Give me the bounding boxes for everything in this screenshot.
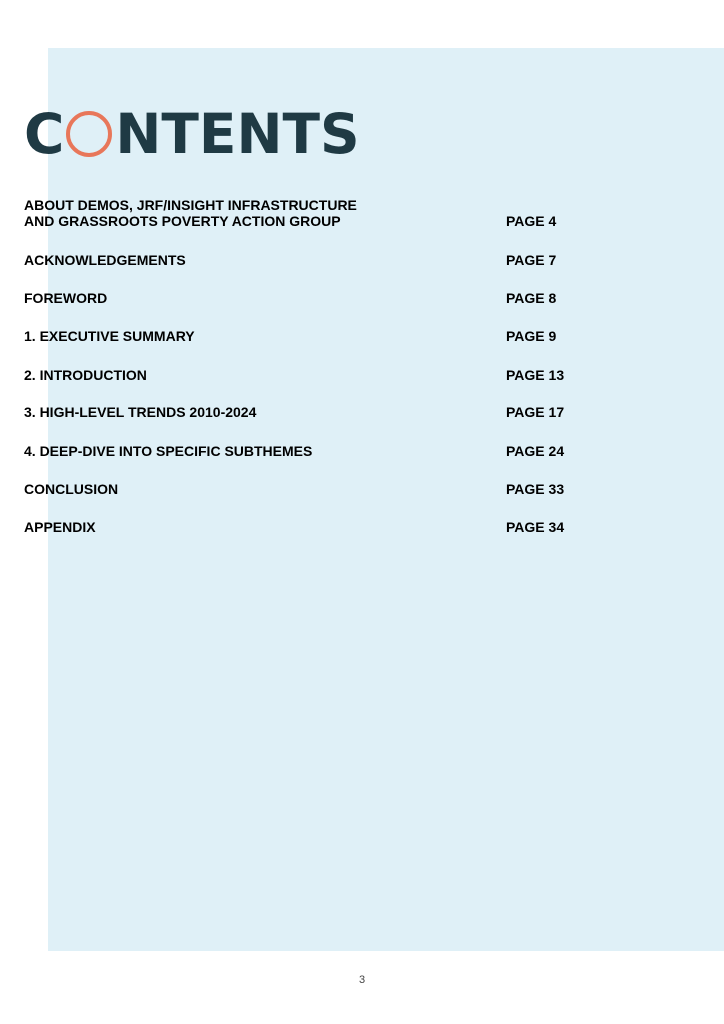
title-o-ring-icon xyxy=(66,111,112,157)
toc-entry-label: CONCLUSION xyxy=(24,481,119,497)
toc-entry-page: PAGE 9 xyxy=(506,328,557,344)
toc-entry-page: PAGE 4 xyxy=(506,213,557,229)
toc-entry-page: PAGE 24 xyxy=(506,443,565,459)
toc-entry-label: FOREWORD xyxy=(24,290,108,306)
toc-entry-page: PAGE 17 xyxy=(506,404,565,420)
toc-entry-page: PAGE 7 xyxy=(506,252,557,268)
toc-entry-label: ACKNOWLEDGEMENTS xyxy=(24,252,186,268)
toc-entry-label: APPENDIX xyxy=(24,519,96,535)
toc-entry-page: PAGE 8 xyxy=(506,290,557,306)
toc-entry-label: ABOUT DEMOS, JRF/INSIGHT INFRASTRUCTURE AND GRASSROOTS POVERTY ACTION GROUP xyxy=(24,197,357,229)
title-first-letter: C xyxy=(24,101,65,166)
toc-entry-page: PAGE 33 xyxy=(506,481,565,497)
toc-entry-label: 3. HIGH-LEVEL TRENDS 2010-2024 xyxy=(24,404,257,420)
toc-entry-label: 2. INTRODUCTION xyxy=(24,367,147,383)
toc-entry-label: 4. DEEP-DIVE INTO SPECIFIC SUBTHEMES xyxy=(24,443,313,459)
toc-entry-page: PAGE 13 xyxy=(506,367,565,383)
title-rest: NTENTS xyxy=(115,101,360,166)
page-number: 3 xyxy=(358,974,366,986)
page-title xyxy=(24,102,360,166)
background-panel xyxy=(48,48,724,951)
toc-entry-label: 1. EXECUTIVE SUMMARY xyxy=(24,328,195,344)
toc-entry-page: PAGE 34 xyxy=(506,519,565,535)
